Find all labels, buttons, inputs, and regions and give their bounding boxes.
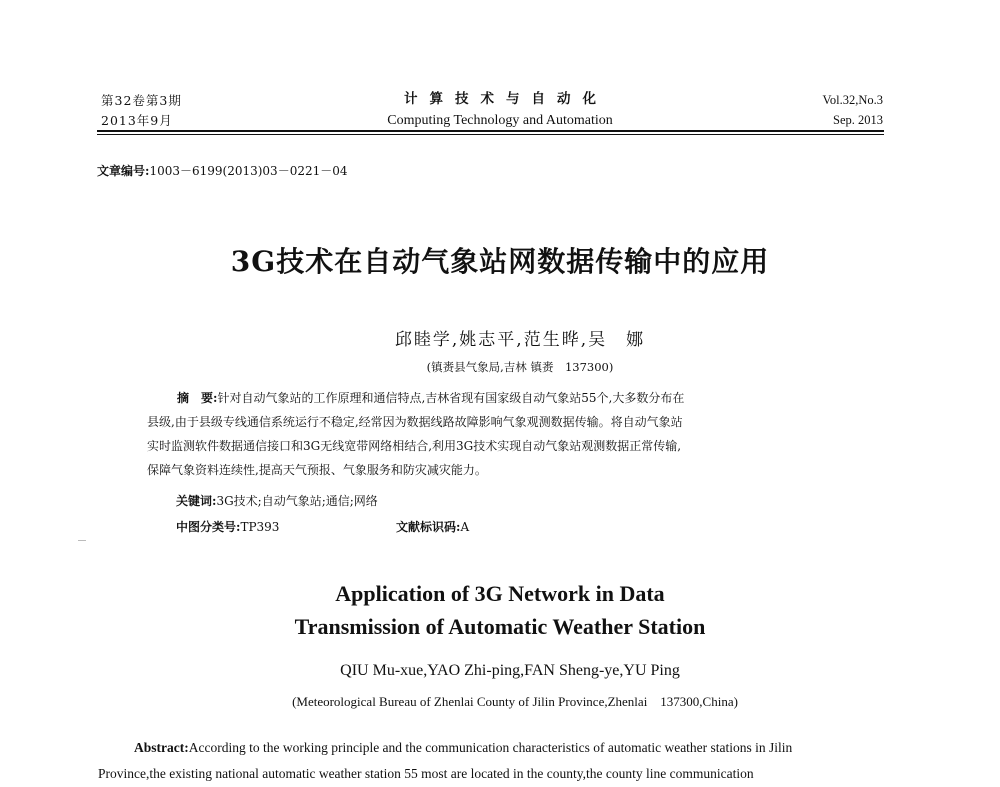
volume-en: Vol.32,No.3 [822,93,883,107]
classification-label: 中图分类号: [176,520,241,534]
paper-title-en [0,577,1000,643]
abstract-cn-label: 摘 要: [177,391,218,405]
authors-en: QIU Mu-xue,YAO Zhi-ping,FAN Sheng-ye,YU Ping [340,662,680,679]
abstract-cn [147,386,867,482]
document-code-value: A [460,520,470,534]
abstract-cn-line-2: 县级,由于县级专线通信系统运行不稳定,经常因为数据线路故障影响气象观测数据传输。将自动气象站 [147,415,683,429]
paper-title-en-line-2: Transmission of Automatic Weather Station [294,614,706,639]
abstract-en-label: Abstract: [134,740,189,755]
authors-cn: 邱睦学,姚志平,范生晔,吴 娜 [394,330,646,350]
abstract-cn-line-3: 实时监测软件数据通信接口和3G无线宽带网络相结合,利用3G技术实现自动气象站观测数据正常传输, [147,439,682,453]
date-en: Sep. 2013 [833,113,883,127]
article-number-value: 1003－6199(2013)03－0221－04 [149,164,348,178]
paper-title-en-line-1: Application of 3G Network in Data [335,581,665,606]
date-cn: 2013年9月 [101,113,173,128]
abstract-en-line [98,735,898,761]
margin-mark [78,540,86,541]
header-rule-thick [97,130,884,132]
keywords-cn-value: 3G技术;自动气象站;通信;网络 [216,494,378,508]
classification-value: TP393 [240,520,280,534]
abstract-en [98,735,898,787]
abstract-cn-line-1: 针对自动气象站的工作原理和通信特点,吉林省现有国家级自动气象站55个,大多数分布在 [217,391,685,405]
article-number-label: 文章编号: [97,164,150,178]
document-code-label: 文献标识码: [396,520,461,534]
paper-title-cn: 3G技术在自动气象站网数据传输中的应用 [230,245,770,278]
keywords-cn [176,492,378,509]
affiliation-cn: (镇赉县气象局,吉林 镇赉 137300) [426,360,614,374]
header-rule-thin [97,134,884,135]
journal-name-cn: 计算技术与自动化 [404,91,608,107]
abstract-cn-line [147,386,867,410]
article-number [97,162,348,179]
document-code [396,518,469,535]
classification-number [176,518,279,535]
abstract-en-line-2: Province,the existing national automatic weather station 55 most are located in the county,the county line communication [98,766,754,781]
journal-name-en: Computing Technology and Automation [387,113,613,128]
abstract-cn-line-4: 保障气象资料连续性,提高天气预报、气象服务和防灾减灾能力。 [147,463,487,477]
volume-cn: 第32卷第3期 [101,93,182,108]
issue-info-en [822,90,883,130]
abstract-en-line-1: According to the working principle and the communication characteristics of automatic weather stations in Jilin [188,740,793,755]
affiliation-en: (Meteorological Bureau of Zhenlai County of Jilin Province,Zhenlai 137300,China) [292,694,738,709]
keywords-cn-label: 关键词: [176,494,217,508]
